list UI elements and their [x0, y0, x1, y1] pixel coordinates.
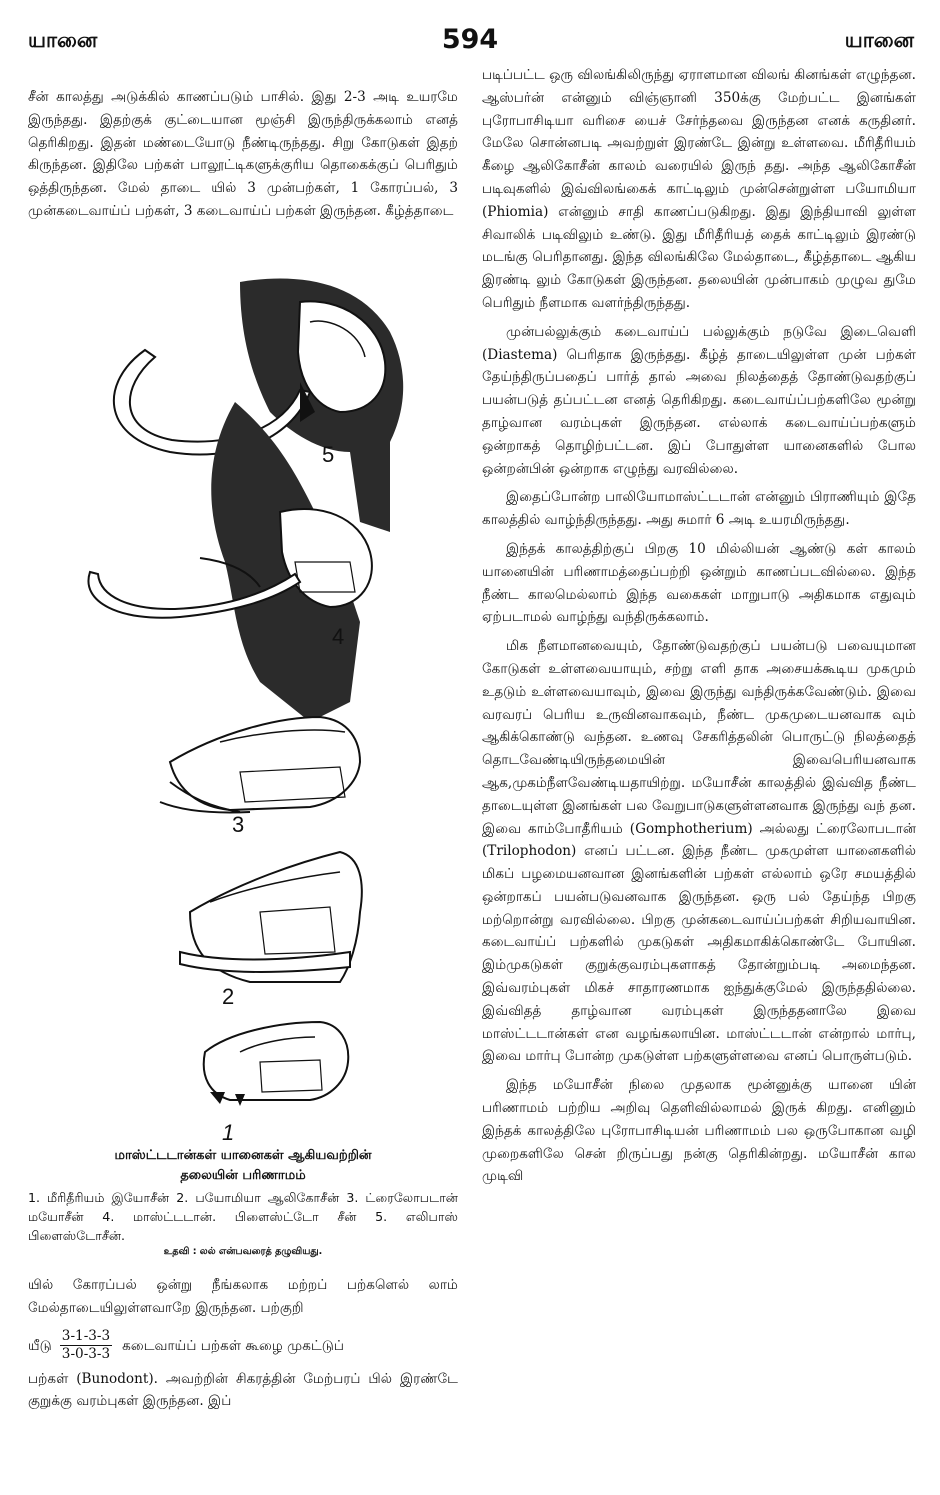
- figure-credit: உதவி : லல் என்பவரைத் தழுவியது.: [163, 1246, 323, 1257]
- dental-formula: [28, 1326, 458, 1366]
- left-column-top: [28, 86, 458, 229]
- formula-prefix: யீடு: [28, 1337, 52, 1354]
- left-column-bottom: [28, 1274, 458, 1419]
- skull-3-trilophodon: [160, 717, 360, 813]
- caption-line-1: மாஸ்ட்டடான்கள் யானைகள் ஆகியவற்றின்: [114, 1148, 372, 1163]
- skull-number-2: 2: [222, 984, 235, 1009]
- paragraph: யில் கோரப்பல் ஒன்று நீங்கலாக மற்றப் பற்களெல் லாம் மேல்தாடையிலுள்ளவாறே இருந்தன. பற்குறி: [28, 1277, 458, 1316]
- skull-number-5: 5: [322, 442, 335, 467]
- skull-number-3: 3: [232, 812, 245, 837]
- page-number: 594: [441, 24, 499, 55]
- figure-caption: [28, 1146, 458, 1186]
- formula-numerator: 3-1-3-3: [61, 1328, 111, 1345]
- skull-1-moeritherium: [204, 1022, 349, 1106]
- skull-number-1: 1: [222, 1120, 235, 1142]
- paragraph: இந்தக் காலத்திற்குப் பிறகு 10 மில்லியன் ஆண்டு கள் காலம் யானையின் பரிணாமத்தைப்பற்றி ஒன்றும் காணப்படவில்லை. இந்த நீண்ட காலமெல்லாம் இந்த வகைகள் மாறுபாடு அதிகமாக எதுவும் ஏற்படாமல் வாழ்ந்து வந்திருக்கலாம்.: [482, 540, 916, 626]
- right-column: [482, 64, 916, 1194]
- figure-legend: 1. மீரிதீரியம் இயோசீன் 2. பயோமியா ஆலிகோசீன் 3. ட்ரைலோபடான் மயோசீன் 4. மாஸ்ட்டடான். பிளைஸ்ட்டோ சீன் 5. எலிபாஸ் பிளைஸ்டோசீன்.: [28, 1190, 458, 1243]
- paragraph: முன்பல்லுக்கும் கடைவாய்ப் பல்லுக்கும் நடுவே இடைவெளி (Diastema) பெரிதாக இருந்தது. கீழ்த் தாடையிலுள்ள முன் பற்கள் தேய்ந்திருப்பதைப் பார்த் தால் அவை நிலத்தைத் தோண்டுவதற்குப் பயன்படுத் தப்பட்டன எனத் தெரிகிறது. கடைவாய்ப்பற்களிலே மூன்று தாழ்வான வரம்புகள் இருந்தன. எல்லாக் கடைவாய்ப்பற்களும் ஒன்றாகத் தொழிற்பட்டன. இப் போதுள்ள யானைகளில் போல ஒன்றன்பின் ஒன்றாக எழுந்து வரவில்லை.: [482, 323, 916, 477]
- paragraph: பற்கள் (Bunodont). அவற்றின் சிகரத்தின் மேற்பரப் பில் இரண்டே குறுக்கு வரம்புகள் இருந்தன. இப்: [28, 1370, 458, 1410]
- caption-line-2: தலையின் பரிணாமம்: [180, 1168, 306, 1183]
- paragraph: இதைப்போன்ற பாலியோமாஸ்ட்டடான் என்னும் பிராணியும் இதே காலத்தில் வாழ்ந்திருந்தது. அது சுமார் 6 அடி உயரமிருந்தது.: [482, 489, 916, 529]
- running-head-left: யானை: [28, 28, 98, 52]
- paragraph: இந்த மயோசீன் நிலை முதலாக மூன்னுக்கு யானை யின் பரிணாமம் பற்றிய அறிவு தெளிவில்லாமல் இருக் கிறது. எனினும் இந்தக் காலத்திலே புரோபாசிடியன் பரிணாமம் பல ஒருபோகான வழி முறைகளிலே சென் றிருப்பது நன்கு தெரிகின்றது. மயோசீன் கால முடிவி: [482, 1077, 916, 1185]
- running-head-right: யானை: [844, 28, 914, 52]
- formula-suffix: கடைவாய்ப் பற்கள் கூழை முகட்டுப்: [122, 1337, 345, 1354]
- skull-2-phiomia: [180, 852, 362, 982]
- paragraph: படிப்பட்ட ஒரு விலங்கிலிருந்து ஏராளமான விலங் கினங்கள் எழுந்தன. ஆஸ்பர்ன் என்னும் விஞ்ஞானி 350க்கு மேற்பட்ட இனங்கள் புரோபாசிடியா வரிசை யைச் சேர்ந்தவை இருந்தன எனக் கருதினர். மேலே சொன்னபடி அவற்றுள் இரண்டே இன்று உள்ளவை. மீரிதீரியம் கீழை ஆலிகோசீன் காலம் வரையில் இருந் தது. அந்த ஆலிகோசீன் படிவுகளில் இவ்விலங்கைக் காட்டிலும் முன்சென்றுள்ள பயோமியா (Phiomia) என்னும் சாதி காணப்படுகிறது. இது இந்தியாவி லுள்ள சிவாலிக் படிவிலும் உண்டு. இது மீரிதீரியத் தைக் காட்டிலும் இரண்டு மடங்கு பெரிதானது. இந்த விலங்கிலே மேல்தாடை, கீழ்த்தாடை ஆகிய இரண்டி லும் கோடுகள் இருந்தன. தலையின் முன்பாகம் முழுவ துமே பெரிதும் நீளமாக வளர்ந்திருந்தது.: [482, 67, 916, 311]
- formula-denominator: 3-0-3-3: [61, 1346, 111, 1363]
- skull-number-4: 4: [332, 624, 345, 649]
- paragraph: மிக நீளமானவையும், தோண்டுவதற்குப் பயன்படு பவையுமான கோடுகள் உள்ளவையாயும், சற்று எளி தாக அசையக்கூடிய முகமும் உதடும் உள்ளவையாவும், இவை இருந்து வந்திருக்கவேண்டும். இவை வரவரப் பெரிய உருவினவாகவும், நீண்ட முகமுடையனவாக வும் ஆகிக்கொண்டு வந்தன. உணவு சேகரித்தலின் பொருட்டு நிலத்தைத் தொடவேண்டியிருந்தமையின் இவைபெரியனவாக ஆக,முகம்நீளவேண்டியதாயிற்று. மயோசீன் காலத்தில் இவ்வித நீண்ட தாடையுள்ள இனங்கள் பல வேறுபாடுகளுள்ளனவாக இருந்து வந் தன. இவை காம்போதீரியம் (Gomphotherium) அல்லது ட்ரைலோபடான் (Trilophodon) எனப் பட்டன. இந்த நீண்ட முகமுள்ள யானைகளில் மிகப் பழமையனவான இனங்களின் பற்கள் எல்லாம் ஒரே சமயத்தில் ஒன்றாகப் பயன்படுவனவாக இருந்தன. ஒரு பல் தேய்ந்த பிறகு மற்றொன்று வரவில்லை. பிறகு முன்கடைவாய்ப்பற்கள் சிறியவாயின. கடைவாய்ப் பற்களில் முகடுகள் அதிகமாகிக்கொண்டே போயின. இம்முகடுகள் குறுக்குவரம்புகளாகத் தோன்றும்படி அமைந்தன. இவ்வரம்புகள் மிகச் சாதாரணமாக ஐந்துக்குமேல் இருந்ததில்லை. இவ்விதத் தாழ்வான வரம்புகள் இருந்ததனாலே இவை மாஸ்ட்டடான்கள் என வழங்கலாயின. மாஸ்ட்டடான் என்றால் மார்பு, இவை மார்பு போன்ற முகடுள்ள பற்களுள்ளவை எனப் பொருள்படும்.: [482, 638, 916, 1065]
- skull-illustrations: [60, 262, 460, 1142]
- formula-fraction: [60, 1328, 112, 1363]
- skull-evolution-figure: [60, 262, 460, 1142]
- paragraph: சீன் காலத்து அடுக்கில் காணப்படும் பாசில். இது 2-3 அடி உயரமே இருந்தது. இதற்குக் குட்டையான மூஞ்சி இருந்திருக்கலாம் எனத் தெரிகிறது. இதன் மண்டையோடு நீண்டிருந்தது. சிறு கோடுகள் இதற் கிருந்தன. இதிலே பற்கள் பாலூட்டிகளுக்குரிய தொகைக்குப் பெரிதும் ஒத்திருந்தன. மேல் தாடை யில் 3 முன்பற்கள், 1 கோரப்பல், 3 முன்கடைவாய்ப் பற்கள், 3 கடைவாய்ப் பற்கள் இருந்தன. கீழ்த்தாடை: [28, 89, 458, 219]
